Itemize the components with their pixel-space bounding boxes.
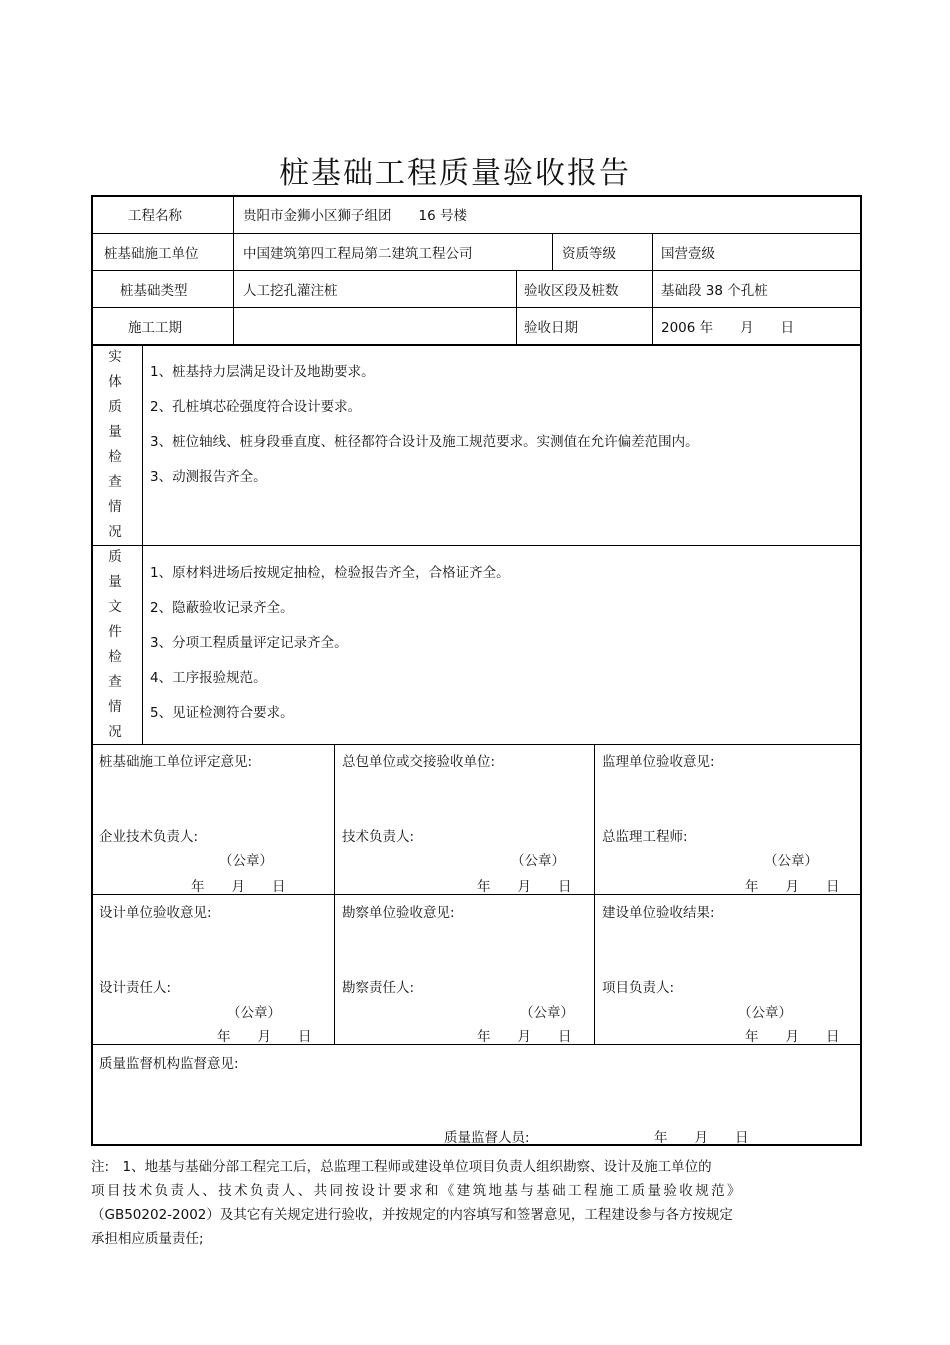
doc-check-item: 3、分项工程质量评定记录齐全。 <box>150 635 348 651</box>
row-divider <box>91 344 862 346</box>
builder-opinion-person: 企业技术负责人: <box>99 829 199 845</box>
row-divider <box>91 270 862 271</box>
period-label: 施工工期 <box>128 320 182 336</box>
survey-opinion-person: 勘察责任人: <box>342 980 415 996</box>
date-blank: 年 月 日 <box>217 1029 312 1045</box>
builder-label: 桩基础施工单位 <box>104 246 199 262</box>
seal-label: （公章） <box>738 1005 792 1021</box>
footnote-line: 承担相应质量责任; <box>91 1231 204 1247</box>
pile-type-value: 人工挖孔灌注桩 <box>243 283 338 299</box>
supervision-person: 质量监督人员: <box>444 1130 530 1146</box>
survey-opinion-title: 勘察单位验收意见: <box>342 905 455 921</box>
area-label: 验收区段及桩数 <box>524 283 619 299</box>
date-blank: 年 月 日 <box>191 879 286 895</box>
seal-label: （公章） <box>520 1005 574 1021</box>
footnote-line: 项目技术负责人、技术负责人、共同按设计要求和《建筑地基与基础工程施工质量验收规范》 <box>91 1183 743 1199</box>
project-name-value: 贵阳市金狮小区狮子组团 16 号楼 <box>243 208 467 224</box>
date-blank: 年 月 日 <box>745 879 840 895</box>
doc-check-item: 4、工序报验规范。 <box>150 670 267 686</box>
row-divider <box>91 744 862 745</box>
project-name-label: 工程名称 <box>128 208 182 224</box>
owner-result-person: 项目负责人: <box>602 980 675 996</box>
col-divider <box>552 233 553 270</box>
builder-opinion-title: 桩基础施工单位评定意见: <box>99 754 253 770</box>
col-divider <box>594 744 595 1044</box>
contractor-opinion-title: 总包单位或交接验收单位: <box>342 754 496 770</box>
doc-check-item: 5、见证检测符合要求。 <box>150 705 294 721</box>
area-value: 基础段 38 个孔桩 <box>661 283 768 299</box>
col-divider <box>652 233 653 345</box>
qualification-label: 资质等级 <box>562 246 616 262</box>
col-divider <box>142 345 143 744</box>
col-divider <box>516 270 517 345</box>
entity-check-item: 3、桩位轴线、桩身段垂直度、桩径都符合设计及施工规范要求。实测值在允许偏差范围内。 <box>150 434 699 450</box>
date-blank: 年 月 日 <box>477 1029 572 1045</box>
col-divider <box>233 195 234 345</box>
seal-label: （公章） <box>227 1005 281 1021</box>
seal-label: （公章） <box>219 853 273 869</box>
row-divider <box>91 545 862 546</box>
pile-type-label: 桩基础类型 <box>120 283 188 299</box>
row-divider <box>91 233 862 234</box>
date-blank: 年 月 日 <box>477 879 572 895</box>
entity-check-item: 2、孔桩填芯砼强度符合设计要求。 <box>150 399 362 415</box>
supervision-date: 年 月 日 <box>654 1130 749 1146</box>
acceptance-date-label: 验收日期 <box>524 320 578 336</box>
seal-label: （公章） <box>511 853 565 869</box>
contractor-opinion-person: 技术负责人: <box>342 829 415 845</box>
footnote-line: （GB50202-2002）及其它有关规定进行验收，并按规定的内容填写和签署意见，工程建设参与各方按规定 <box>91 1207 733 1223</box>
seal-label: （公章） <box>764 853 818 869</box>
qualification-value: 国营壹级 <box>661 246 715 262</box>
design-opinion-title: 设计单位验收意见: <box>99 905 212 921</box>
acceptance-date-value: 2006 年 月 日 <box>661 320 795 336</box>
design-opinion-person: 设计责任人: <box>99 980 172 996</box>
entity-check-label: 实 体 质 量 检 查 情 况 <box>108 349 122 540</box>
supervision-title: 质量监督机构监督意见: <box>99 1056 239 1072</box>
builder-value: 中国建筑第四工程局第二建筑工程公司 <box>243 246 473 262</box>
col-divider <box>334 744 335 1044</box>
doc-check-label: 质 量 文 件 检 查 情 况 <box>108 549 122 740</box>
row-divider <box>91 307 862 308</box>
footnote-line: 注: 1、地基与基础分部工程完工后，总监理工程师或建设单位项目负责人组织勘察、设计及施工单位的 <box>91 1159 712 1175</box>
page-title: 桩基础工程质量验收报告 <box>279 156 631 191</box>
owner-result-title: 建设单位验收结果: <box>602 905 715 921</box>
entity-check-item: 3、动测报告齐全。 <box>150 469 267 485</box>
date-blank: 年 月 日 <box>745 1029 840 1045</box>
supervisor-opinion-title: 监理单位验收意见: <box>602 754 715 770</box>
doc-check-item: 1、原材料进场后按规定抽检，检验报告齐全，合格证齐全。 <box>150 565 510 581</box>
doc-check-item: 2、隐蔽验收记录齐全。 <box>150 600 294 616</box>
entity-check-item: 1、桩基持力层满足设计及地勘要求。 <box>150 364 375 380</box>
supervisor-opinion-person: 总监理工程师: <box>602 829 688 845</box>
